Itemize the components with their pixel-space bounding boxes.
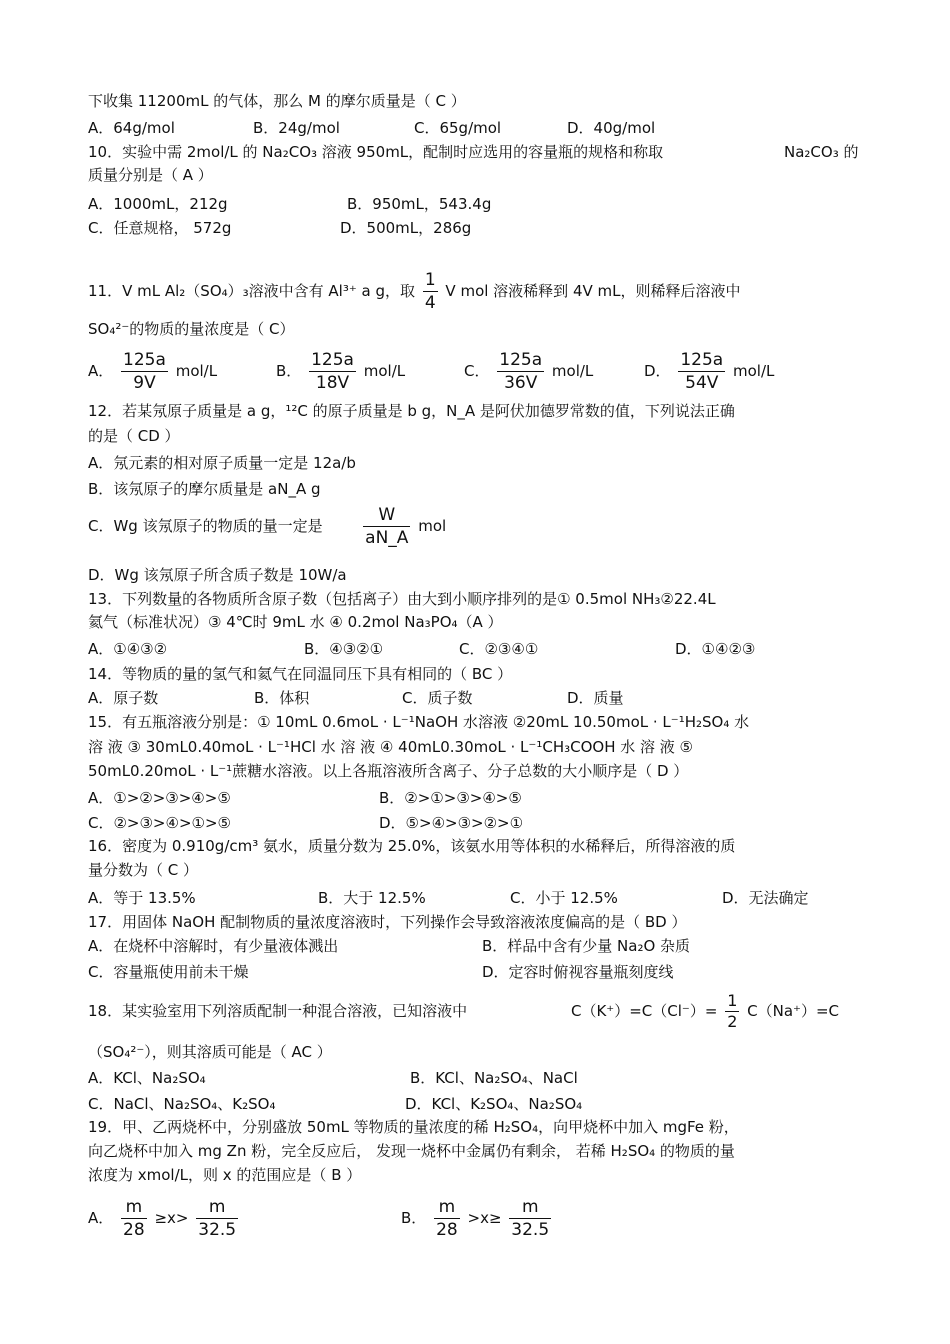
q12-option-a: A．氖元素的相对原子质量一定是 12a/b xyxy=(88,454,356,472)
q11-stem-post: V mol 溶液稀释到 4V mL，则稀释后溶液中 xyxy=(445,282,741,300)
q11-stem-pre: 11．V mL Al₂（SO₄）₃溶液中含有 Al³⁺ a g，取 xyxy=(88,282,416,300)
q19-option-b-label: B． xyxy=(401,1209,427,1227)
q11-option-b-frac xyxy=(309,349,356,394)
q16-option-d: D．无法确定 xyxy=(722,889,809,907)
q10-stem-line2: 质量分别是（ A ） xyxy=(88,166,213,184)
q11-option-b-label: B． xyxy=(276,362,302,380)
q11-c-den: 36V xyxy=(504,373,538,393)
q11-option-d xyxy=(644,346,774,396)
q11-b-unit: mol/L xyxy=(363,362,406,380)
q10-stem-line1-end: Na₂CO₃ 的 xyxy=(784,143,859,161)
q19-a-left-num: m xyxy=(121,1196,147,1219)
q11-b-den: 18V xyxy=(315,373,350,393)
q15-stem-line3: 50mL0.20moL · L⁻¹蔗糖水溶液。以上各瓶溶液所含离子、分子总数的大小顺序是（ D ） xyxy=(88,762,689,780)
q14-option-c: C．质子数 xyxy=(402,689,473,707)
q16-option-a: A．等于 13.5% xyxy=(88,889,196,907)
q11-option-a-label: A． xyxy=(88,362,114,380)
q11-option-d-label: D． xyxy=(644,362,671,380)
q13-option-c: C．②③④① xyxy=(459,640,539,658)
q9-option-d: D．40g/mol xyxy=(567,119,656,137)
q19-option-a-label: A． xyxy=(88,1209,114,1227)
line-collect-gas: 下收集 11200mL 的气体，那么 M 的摩尔质量是（ C ） xyxy=(88,92,466,110)
q19-stem-line3: 浓度为 xmol/L，则 x 的范围应是（ B ） xyxy=(88,1166,362,1184)
q18-option-c: C．NaCl、Na₂SO₄、K₂SO₄ xyxy=(88,1095,276,1113)
q11-d-num: 125a xyxy=(680,350,724,370)
q18-option-a: A．KCl、Na₂SO₄ xyxy=(88,1069,206,1087)
q10-option-a: A．1000mL，212g xyxy=(88,195,228,213)
q11-stem-line2: SO₄²⁻的物质的量浓度是（ C） xyxy=(88,320,295,338)
q9-option-c: C．65g/mol xyxy=(414,119,502,137)
q11-option-d-frac xyxy=(678,349,725,394)
q11-c-num: 125a xyxy=(499,350,543,370)
q9-option-a: A．64g/mol xyxy=(88,119,175,137)
q18-equation-left: C（K⁺）=C（Cl⁻）= xyxy=(571,1002,718,1020)
q16-option-c: C．小于 12.5% xyxy=(510,889,618,907)
q12-c-den: aN_A xyxy=(365,528,409,548)
q12-option-b: B．该氖原子的摩尔质量是 aN_A g xyxy=(88,480,321,498)
q12-option-d: D．Wg 该氖原子所含质子数是 10W/a xyxy=(88,566,347,584)
q19-a-right-num: m xyxy=(196,1196,238,1219)
q10-stem-line1: 10．实验中需 2mol/L 的 Na₂CO₃ 溶液 950mL，配制时应选用的容量瓶的规格和称取 xyxy=(88,143,664,161)
q11-option-a xyxy=(88,346,217,396)
q19-b-frac-left xyxy=(434,1196,460,1241)
q15-stem-line1: 15．有五瓶溶液分别是：① 10mL 0.6moL · L⁻¹NaOH 水溶液 ②20mL 10.50moL · L⁻¹H₂SO₄ 水 xyxy=(88,713,750,731)
q11-frac-numerator: 1 xyxy=(424,270,436,290)
q13-stem-line2: 氦气（标准状况）③ 4℃时 9mL 水 ④ 0.2mol Na₃PO₄（A ） xyxy=(88,613,503,631)
q9-option-b: B．24g/mol xyxy=(253,119,340,137)
q17-option-d: D．定容时俯视容量瓶刻度线 xyxy=(482,963,674,981)
q15-stem-line2: 溶 液 ③ 30mL0.40moL · L⁻¹HCl 水 溶 液 ④ 40mL0.30moL · L⁻¹CH₃COOH 水 溶 液 ⑤ xyxy=(88,738,693,756)
q14-option-b: B．体积 xyxy=(254,689,310,707)
q17-option-c: C．容量瓶使用前未干燥 xyxy=(88,963,249,981)
q18-option-b: B．KCl、Na₂SO₄、NaCl xyxy=(410,1069,578,1087)
q14-option-d: D．质量 xyxy=(567,689,624,707)
q19-stem-line2: 向乙烧杯中加入 mg Zn 粉，完全反应后， 发现一烧杯中金属仍有剩余， 若稀 H₂SO₄ 的物质的量 xyxy=(88,1142,735,1160)
q18-equation xyxy=(571,988,839,1034)
q10-option-c: C．任意规格， 572g xyxy=(88,219,232,237)
q16-stem-line1: 16．密度为 0.910g/cm³ 氨水，质量分数为 25.0%，该氨水用等体积的水稀释后，所得溶液的质 xyxy=(88,837,736,855)
q16-stem-line2: 量分数为（ C ） xyxy=(88,861,199,879)
q19-b-left-den: 28 xyxy=(436,1220,458,1240)
q19-b-right-den: 32.5 xyxy=(511,1220,550,1240)
q16-option-b: B．大于 12.5% xyxy=(318,889,426,907)
q13-stem-line1: 13．下列数量的各物质所含原子数（包括离子）由大到小顺序排列的是① 0.5mol NH₃②22.4L xyxy=(88,590,716,608)
q18-stem-line1: 18．某实验室用下列溶质配制一种混合溶液，已知溶液中 xyxy=(88,1002,468,1020)
q19-a-right-den: 32.5 xyxy=(198,1220,237,1240)
q17-stem: 17．用固体 NaOH 配制物质的量浓度溶液时，下列操作会导致溶液浓度偏高的是（ BD ） xyxy=(88,913,687,931)
q19-option-a xyxy=(88,1194,241,1242)
q11-d-unit: mol/L xyxy=(733,362,775,380)
q11-option-a-frac xyxy=(121,349,168,394)
q12-option-c-frac xyxy=(363,504,410,549)
q15-option-b: B．②>①>③>④>⑤ xyxy=(379,789,522,807)
q11-fraction xyxy=(423,269,438,314)
q11-frac-denominator: 4 xyxy=(424,293,436,313)
q18-option-d: D．KCl、K₂SO₄、Na₂SO₄ xyxy=(405,1095,583,1113)
q17-option-a: A．在烧杯中溶解时，有少量液体溅出 xyxy=(88,937,339,955)
q19-option-b xyxy=(401,1194,554,1242)
q11-c-unit: mol/L xyxy=(551,362,594,380)
q12-c-unit: mol xyxy=(418,517,447,535)
q11-a-num: 125a xyxy=(123,350,166,370)
q11-option-c xyxy=(464,346,593,396)
q15-option-a: A．①>②>③>④>⑤ xyxy=(88,789,231,807)
q18-equation-right: C（Na⁺）=C xyxy=(747,1002,840,1020)
q12-option-c-text: C．Wg 该氖原子的物质的量一定是 xyxy=(88,517,323,535)
q19-a-frac-left xyxy=(121,1196,147,1241)
q11-a-den: 9V xyxy=(133,373,156,393)
q19-a-relation: ≥x> xyxy=(154,1209,189,1227)
q18-stem-line2: （SO₄²⁻），则其溶质可能是（ AC ） xyxy=(88,1043,332,1061)
q18-frac-den: 2 xyxy=(727,1012,738,1031)
q13-option-d: D．①④②③ xyxy=(675,640,756,658)
q19-b-right-num: m xyxy=(509,1196,551,1219)
q19-stem-line1: 19．甲、乙两烧杯中，分别盛放 50mL 等物质的量浓度的稀 H₂SO₄，向甲烧杯中加入 mgFe 粉， xyxy=(88,1118,739,1136)
q11-option-b xyxy=(276,346,405,396)
q12-stem-line2: 的是（ CD ） xyxy=(88,427,180,445)
q11-d-den: 54V xyxy=(685,373,719,393)
q14-stem: 14．等物质的量的氢气和氦气在同温同压下具有相同的（ BC ） xyxy=(88,665,513,683)
q10-option-b: B．950mL，543.4g xyxy=(347,195,492,213)
q11-option-c-frac xyxy=(497,349,544,394)
q18-frac-num: 1 xyxy=(727,991,738,1010)
q12-stem-line1: 12．若某氖原子质量是 a g，¹²C 的原子质量是 b g，N_A 是阿伏加德罗常数的值，下列说法正确 xyxy=(88,402,735,420)
q15-option-d: D．⑤>④>③>②>① xyxy=(379,814,524,832)
q15-option-c: C．②>③>④>①>⑤ xyxy=(88,814,231,832)
q19-b-relation: >x≥ xyxy=(467,1209,502,1227)
q11-option-c-label: C． xyxy=(464,362,490,380)
q10-option-d: D．500mL，286g xyxy=(340,219,472,237)
q19-a-frac-right xyxy=(196,1196,238,1241)
q17-option-b: B．样品中含有少量 Na₂O 杂质 xyxy=(482,937,691,955)
q13-option-a: A．①④③② xyxy=(88,640,168,658)
q11-a-unit: mol/L xyxy=(175,362,218,380)
q13-option-b: B．④③②① xyxy=(304,640,384,658)
q12-option-c xyxy=(88,501,446,551)
q11-stem-line1 xyxy=(88,266,741,316)
q12-c-num: W xyxy=(363,504,410,527)
q14-option-a: A．原子数 xyxy=(88,689,159,707)
q19-b-left-num: m xyxy=(434,1196,460,1219)
q19-b-frac-right xyxy=(509,1196,551,1241)
q18-fraction xyxy=(725,991,739,1032)
q19-a-left-den: 28 xyxy=(123,1220,145,1240)
q11-b-num: 125a xyxy=(311,350,354,370)
